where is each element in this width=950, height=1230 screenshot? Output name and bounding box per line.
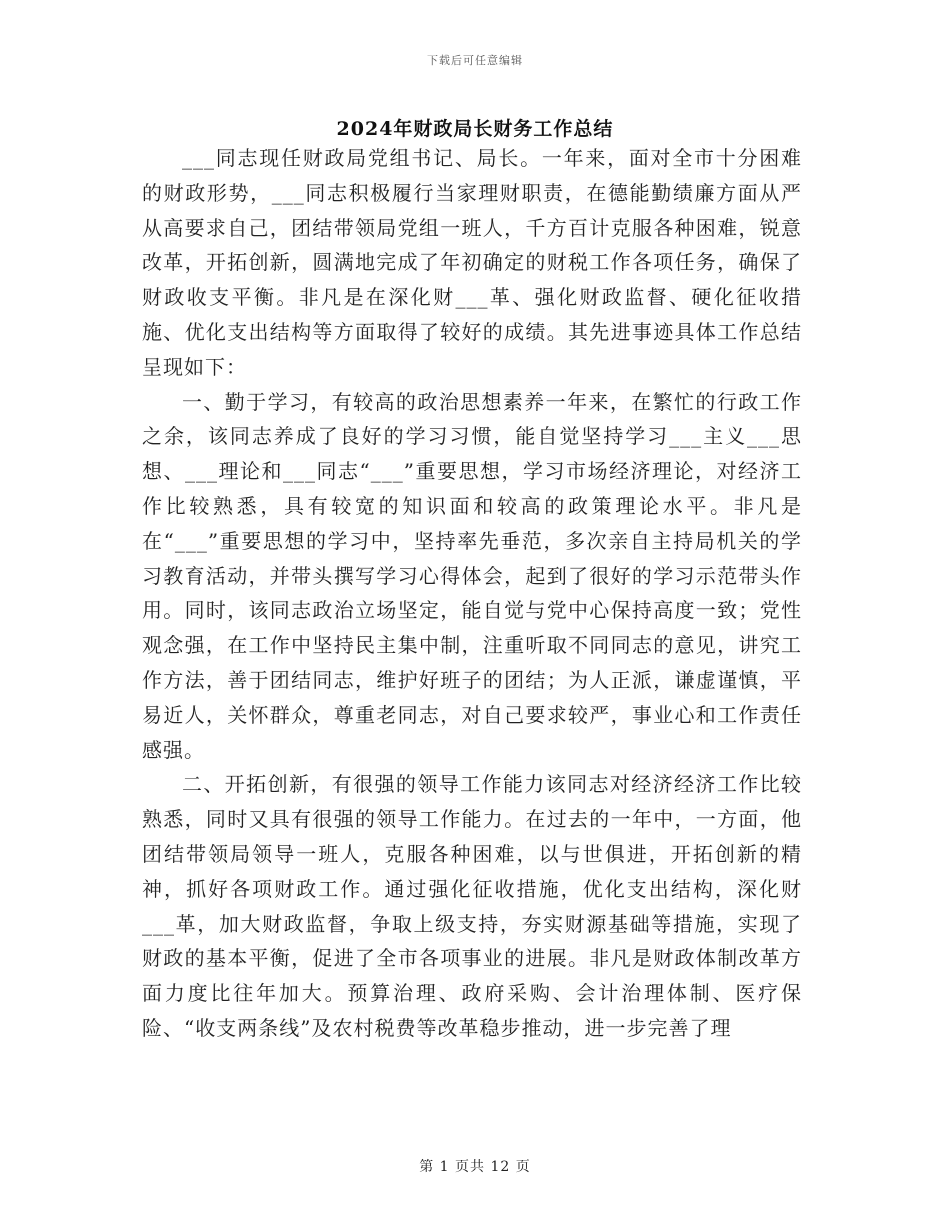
paragraph-intro: ___同志现任财政局党组书记、局长。一年来，面对全市十分困难的财政形势，___同志积极履行当家理财职责，在德能勤绩廉方面从严从高要求自己，团结带领局党组一班人，千方百计克服各种困难，锐意改革，开拓创新，圆满地完成了年初确定的财税工作各项任务，确保了财政收支平衡。非凡是在深化财___革、强化财政监督、硬化征收措施、优化支出结构等方面取得了较好的成绩。其先进事迹具体工作总结呈现如下：	[142, 146, 802, 379]
header-note: 下载后可任意编辑	[427, 54, 523, 67]
paragraph-section-1: 一、勤于学习，有较高的政治思想素养一年来，在繁忙的行政工作之余，该同志养成了良好的学习习惯，能自觉坚持学习___主义___思想、___理论和___同志“___”重要思想，学习市场经济理论，对经济工作比较熟悉，具有较宽的知识面和较高的政策理论水平。非凡是在“___”重要思想的学习中，坚持率先垂范，多次亲自主持局机关的学习教育活动，并带头撰写学习心得体会，起到了很好的学习示范带头作用。同时，该同志政治立场坚定，能自觉与党中心保持高度一致；党性观念强，在工作中坚持民主集中制，注重听取不同同志的意见，讲究工作方法，善于团结同志，维护好班子的团结；为人正派，谦虚谨慎，平易近人，关怀群众，尊重老同志，对自己要求较严，事业心和工作责任感强。	[142, 389, 802, 762]
document-title: 2024年财政局长财务工作总结	[336, 118, 614, 140]
paragraph-section-2: 二、开拓创新，有很强的领导工作能力该同志对经济经济工作比较熟悉，同时又具有很强的领导工作能力。在过去的一年中，一方面，他团结带领局领导一班人，克服各种困难，以与世俱进，开拓创新的精神，抓好各项财政工作。通过强化征收措施，优化支出结构，深化财___革，加大财政监督，争取上级支持，夯实财源基础等措施，实现了财政的基本平衡，促进了全市各项事业的进展。非凡是财政体制改革方面力度比往年加大。预算治理、政府采购、会计治理体制、医疗保险、“收支两条线”及农村税费等改革稳步推动，进一步完善了理	[142, 772, 802, 1040]
document-body	[142, 141, 802, 1046]
page-number-footer: 第 1 页共 12 页	[419, 1159, 531, 1175]
